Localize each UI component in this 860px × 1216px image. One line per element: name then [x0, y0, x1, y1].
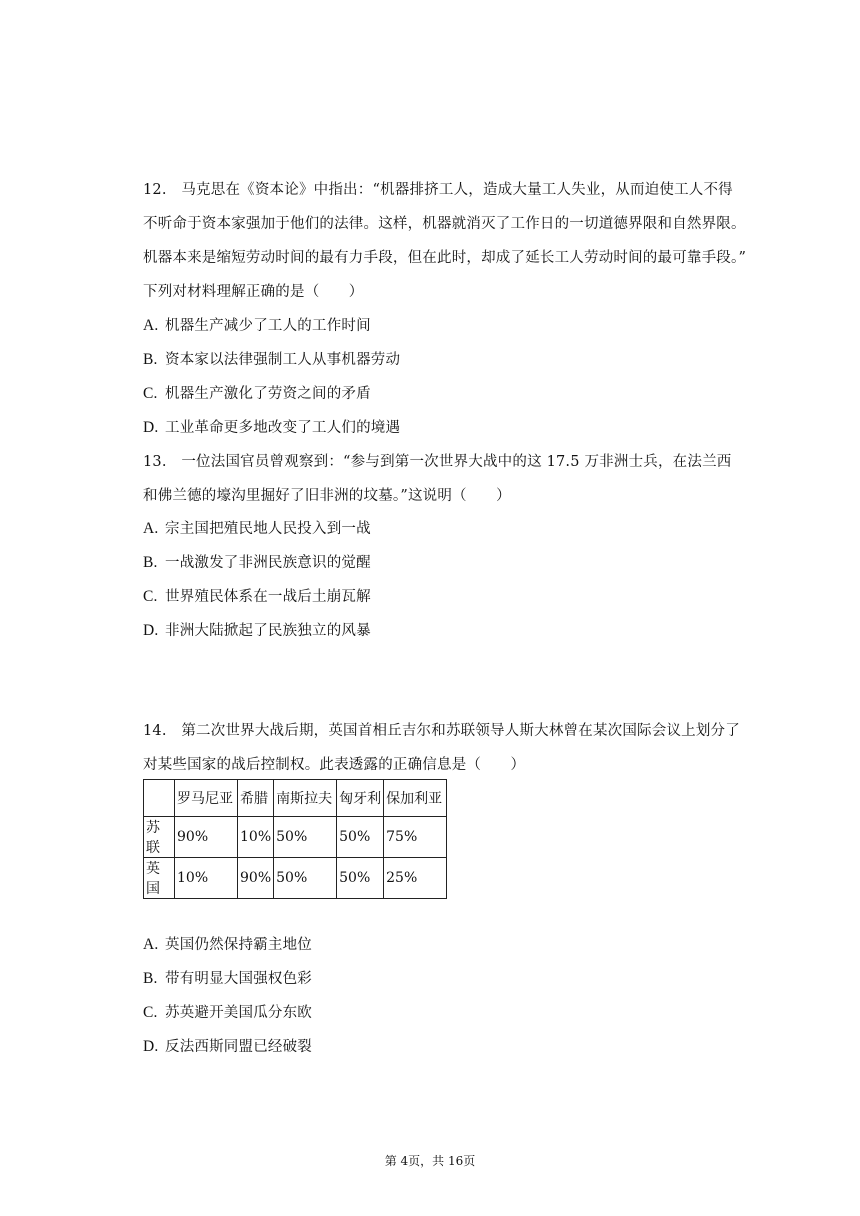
table-row	[144, 817, 447, 858]
option-text: 世界殖民体系在一战后土崩瓦解	[165, 589, 371, 605]
table-cell: 10%	[238, 817, 274, 858]
q13-stem-line-1: 13. 一位法国官员曾观察到：“参与到第一次世界大战中的这 17.5 万非洲士兵，在法兰西	[143, 454, 732, 470]
table-cell: 50%	[337, 817, 384, 858]
option-text: 一战激发了非洲民族意识的觉醒	[165, 555, 371, 571]
option-letter: D.	[143, 622, 159, 639]
table-cell	[144, 780, 175, 817]
table-cell: 90%	[238, 858, 274, 899]
option-text: 苏英避开美国瓜分东欧	[165, 1005, 312, 1021]
option-text: 反法西斯同盟已经破裂	[165, 1039, 312, 1055]
table-cell: 保加利亚	[384, 780, 447, 817]
table-cell: 匈牙利	[337, 780, 384, 817]
q13-stem-line-2: 和佛兰德的壕沟里掘好了旧非洲的坟墓。”这说明（ ）	[143, 488, 511, 504]
option-letter: D.	[143, 419, 159, 436]
table-cell: 南斯拉夫	[274, 780, 337, 817]
table-cell: 希腊	[238, 780, 274, 817]
q12-stem-line-3: 机器本来是缩短劳动时间的最有力手段，但在此时，却成了延长工人劳动时间的最可靠手段。”	[143, 250, 747, 266]
q12-stem-line-1: 12. 马克思在《资本论》中指出：“机器排挤工人，造成大量工人失业，从而迫使工人不得	[143, 182, 733, 198]
q14-option-c	[143, 1001, 312, 1022]
table-cell: 75%	[384, 817, 447, 858]
q14-option-b	[143, 967, 312, 988]
option-text: 英国仍然保持霸主地位	[165, 937, 312, 953]
option-text: 资本家以法律强制工人从事机器劳动	[165, 352, 401, 368]
table-cell: 苏联	[144, 817, 175, 858]
table-row	[144, 858, 447, 899]
q12-option-a	[143, 314, 371, 335]
table-cell: 25%	[384, 858, 447, 899]
table-cell: 英国	[144, 858, 175, 899]
q14-stem-line-1: 14. 第二次世界大战后期，英国首相丘吉尔和苏联领导人斯大林曾在某次国际会议上划分了	[143, 723, 740, 739]
q12-option-d	[143, 416, 400, 437]
table-cell: 50%	[274, 858, 337, 899]
q12-option-b	[143, 348, 400, 369]
option-text: 工业革命更多地改变了工人们的境遇	[165, 420, 401, 436]
option-letter: C.	[143, 588, 158, 605]
table-header-row	[144, 780, 447, 817]
option-letter: B.	[143, 970, 158, 987]
table-cell: 50%	[274, 817, 337, 858]
q13-option-c	[143, 585, 371, 606]
option-letter: A.	[143, 520, 159, 537]
q14-option-d	[143, 1035, 312, 1056]
q12-option-c	[143, 382, 371, 403]
page-footer: 第 4页，共 16页	[384, 1154, 476, 1168]
option-letter: B.	[143, 351, 158, 368]
q13-option-b	[143, 551, 371, 572]
q14-stem-line-2: 对某些国家的战后控制权。此表透露的正确信息是（ ）	[143, 757, 526, 773]
option-text: 带有明显大国强权色彩	[165, 971, 312, 987]
q12-stem-line-2: 不听命于资本家强加于他们的法律。这样，机器就消灭了工作日的一切道德界限和自然界限。	[143, 216, 746, 232]
option-text: 非洲大陆掀起了民族独立的风暴	[165, 623, 371, 639]
table-cell: 50%	[337, 858, 384, 899]
option-letter: C.	[143, 385, 158, 402]
option-letter: B.	[143, 554, 158, 571]
option-letter: A.	[143, 936, 159, 953]
option-letter: A.	[143, 317, 159, 334]
option-letter: C.	[143, 1004, 158, 1021]
option-text: 机器生产减少了工人的工作时间	[165, 318, 371, 334]
option-text: 宗主国把殖民地人民投入到一战	[165, 521, 371, 537]
q12-stem-line-4: 下列对材料理解正确的是（ ）	[143, 284, 364, 300]
q13-option-d	[143, 619, 371, 640]
q13-option-a	[143, 517, 371, 538]
q14-option-a	[143, 933, 312, 954]
table-cell: 90%	[175, 817, 238, 858]
option-text: 机器生产激化了劳资之间的矛盾	[165, 386, 371, 402]
table-cell: 10%	[175, 858, 238, 899]
table-cell: 罗马尼亚	[175, 780, 238, 817]
option-letter: D.	[143, 1038, 159, 1055]
control-share-table	[143, 779, 447, 899]
